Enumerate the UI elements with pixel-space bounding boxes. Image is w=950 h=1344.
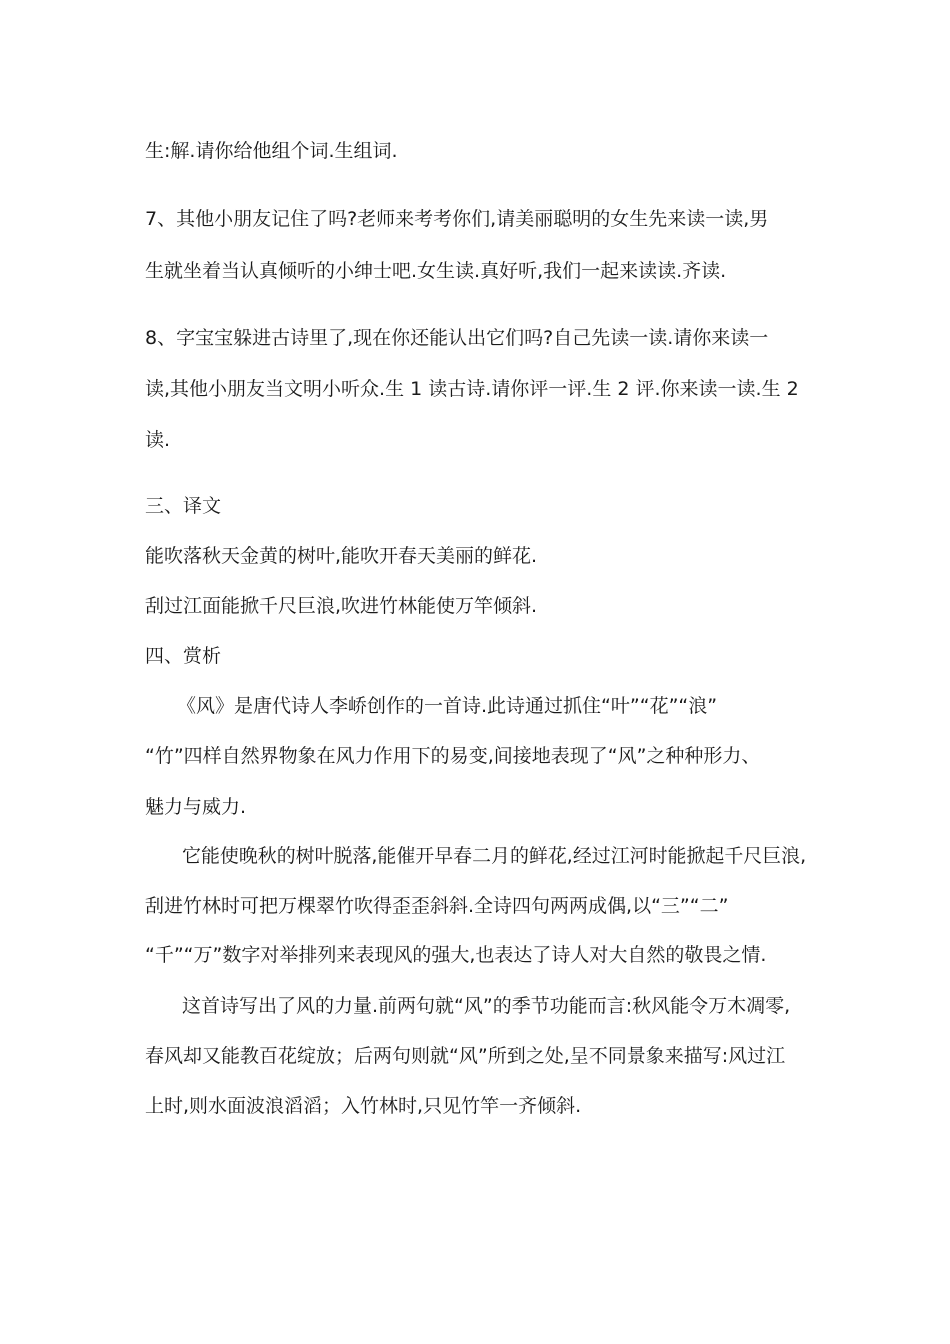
section-heading: 四、赏析 — [145, 645, 222, 667]
section-heading: 三、译文 — [145, 495, 222, 517]
text-line: 7、其他小朋友记住了吗?老师来考考你们,请美丽聪明的女生先来读一读,男 — [145, 208, 769, 230]
text-line: 刮过江面能掀千尺巨浪,吹进竹林能使万竿倾斜. — [145, 595, 538, 617]
text-line: 读. — [145, 429, 171, 451]
text-line: 上时,则水面波浪滔滔；入竹林时,只见竹竿一齐倾斜. — [145, 1095, 582, 1117]
text-line: 《风》是唐代诗人李峤创作的一首诗.此诗通过抓住“叶”“花”“浪” — [177, 695, 718, 717]
text-line: 刮进竹林时可把万棵翠竹吹得歪歪斜斜.全诗四句两两成偶,以“三”“二” — [145, 895, 729, 917]
text-line: 能吹落秋天金黄的树叶,能吹开春天美丽的鲜花. — [145, 545, 538, 567]
text-line: 生就坐着当认真倾听的小绅士吧.女生读.真好听,我们一起来读读.齐读. — [145, 260, 727, 282]
text-line: 春风却又能教百花绽放；后两句则就“风”所到之处,呈不同景象来描写:风过江 — [145, 1045, 786, 1067]
text-line: “千”“万”数字对举排列来表现风的强大,也表达了诗人对大自然的敬畏之情. — [145, 944, 767, 966]
text-line: 生:解.请你给他组个词.生组词. — [145, 140, 398, 162]
text-line: “竹”四样自然界物象在风力作用下的易变,间接地表现了“风”之种种形力、 — [145, 745, 761, 767]
text-line: 8、字宝宝躲进古诗里了,现在你还能认出它们吗?自己先读一读.请你来读一 — [145, 327, 769, 349]
text-line: 这首诗写出了风的力量.前两句就“风”的季节功能而言:秋风能令万木凋零, — [182, 995, 791, 1017]
text-line: 魅力与威力. — [145, 796, 247, 818]
text-line: 它能使晚秋的树叶脱落,能催开早春二月的鲜花,经过江河时能掀起千尺巨浪, — [182, 845, 807, 867]
text-line: 读,其他小朋友当文明小听众.生 1 读古诗.请你评一评.生 2 评.你来读一读.生 2 — [145, 378, 799, 400]
